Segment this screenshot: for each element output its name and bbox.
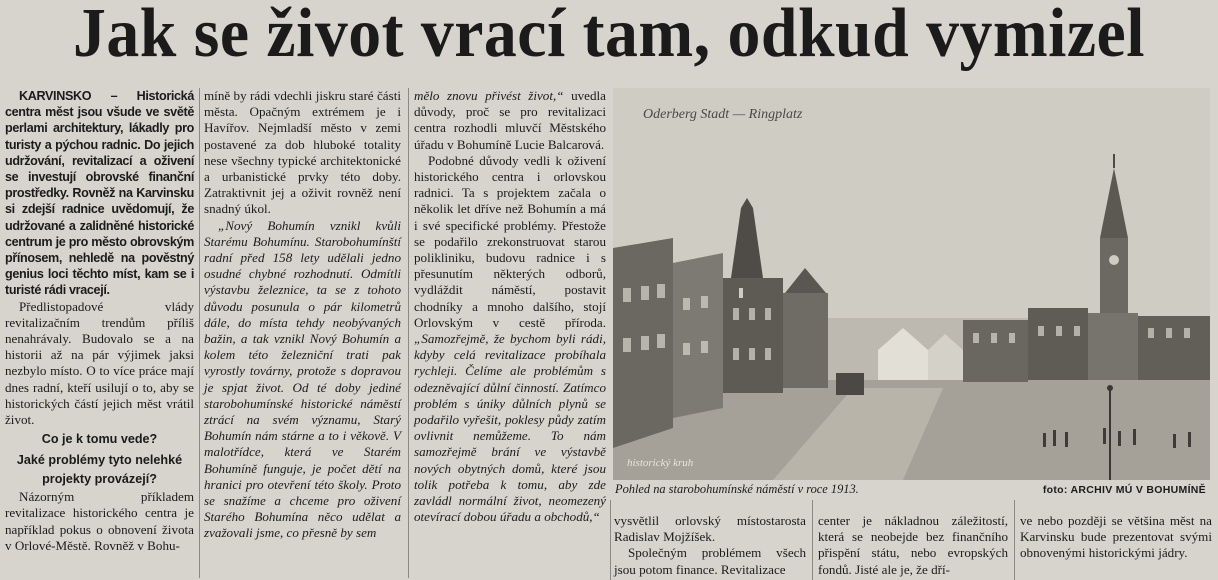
photo-caption: Pohled na starobohumínské náměstí v roce 1913.: [615, 482, 859, 496]
paragraph: Společným problémem všech jsou potom finance. Revitalizace: [614, 545, 806, 577]
article-column-3: [414, 88, 606, 525]
quote-fragment: „Samozřejmě, že bychom byli rádi, kdyby celá revitalizace probíhala rychleji. Čelíme ale problémům s odezněvající důlní činností. Zatímco problém s úniky důlních plynů se podařilo vyřešit, poklesy půdy zatím ovlivnit nemůžeme. To nám samozřejmě brání ve výstavbě nových obytných domů, které jsou tolik potřeba k tomu, aby zde zavládl normální život, neomezený otevírací dobou úřadu a obchodů,“: [414, 331, 606, 525]
lead-paragraph: KARVINSKO – Historická centra měst jsou všude ve světě perlami architektury, lákadly pro turisty a pýchou radnic. Do jejich udržování, revitalizací a oživení se investují obrovské finanční prostředky. Rovněž na Karvinsku si zdejší radnice uvědomují, že udržované a zalidněné historické centrum je pro město obrovským přínosem, nehledě na pověstný genius loci těchto míst, kam se i turisté rádi vracejí.: [5, 89, 194, 298]
article-column-6: [1020, 513, 1212, 562]
subheading: Jaké problémy tyto nelehké projekty provázejí?: [16, 453, 183, 487]
paragraph: Názorným příkladem revitalizace historického centra je například pokus o obnovení života v Orlové-Městě. Rovněž v Bohu-: [5, 489, 194, 553]
paragraph: Předlistopadové vlády revitalizačním trendům příliš nenahrávaly. Budovalo se a na historii až na pár výjimek jaksi nezbylo místo. O to více práce mají dnes radní, kteří usilují o to, aby se historických částí jejich měst vrátil život.: [5, 298, 194, 428]
column-rule: [1014, 500, 1015, 580]
paragraph: Podobné důvody vedli k oživení historického centra i orlovskou radnici. Ta s projektem začala o několik let dříve než Bohumín a má i své specifické problémy. Přestože se podařilo zrekonstruovat starou polikliniku, budovu radnice i s přesunutím některých odborů, vydláždit náměstí, postavit chodníky a mnoho dalšího, stojí Orlovským v cestě příroda.: [414, 152, 606, 330]
column-rule: [199, 88, 200, 578]
column-rule: [812, 500, 813, 580]
paragraph: míně by rádi vdechli jiskru staré části města. Opačným extrémem je i Havířov. Nejmladší město v zemi postavené za dob hluboké totality nese všechny typické architektonické a urbanistické prvky této doby. Zatraktivnit jej a oživit rovněž není snadný úkol.: [204, 88, 401, 217]
paragraph: center je nákladnou záležitostí, která se neobejde bez finančního přispění státu, nebo evropských fondů. Jisté ale je, že dří-: [818, 513, 1008, 577]
paragraph: uvedla důvody, proč se pro revitalizaci centra rozhodli mluvčí Městského úřadu v Bohumíně Lucie Balcarová.: [414, 88, 606, 152]
photo-credit: foto: ARCHIV MÚ V BOHUMÍNĚ: [1042, 484, 1206, 496]
photo-corner-text: historický kruh: [627, 457, 694, 469]
column-rule: [408, 88, 409, 578]
column-rule: [610, 500, 611, 580]
paragraph: vysvětlil orlovský místostarosta Radislav Mojžíšek.: [614, 513, 806, 545]
quote-fragment: mělo znovu přivést život,“: [414, 88, 564, 103]
historical-photo: [613, 88, 1210, 480]
paragraph: ve nebo později se většina měst na Karvinsku bude prezentovat svými obnovenými historickými jádry.: [1020, 513, 1212, 561]
article-column-1: [5, 88, 194, 554]
photo-inscription: Oderberg Stadt — Ringplatz: [643, 107, 803, 122]
quote-paragraph: „Nový Bohumín vznikl kvůli Starému Bohumínu. Starobohumínští radní před 158 lety udělali jedno osudné chybné rozhodnutí. Odmítli výstavbu železnice, ta se z tohoto důvodu posunula o pár kilometrů dále, do místa tehdy neobývaných bažin, a tak vznikl Nový Bohumín a kolem této železniční trati pak vyrostly továrny, protože s dopravou je spjat život. Od té doby jediné starobohumínské historické náměstí ztrácí na svém významu, Starý Bohumín nám stárne a to i věkově. V malotřídce, která ve Starém Bohumíně funguje, je počet dětí na hranici pro otevření této školy. Proto se snažíme a chceme pro oživení Starého Bohumína něco udělat a zvažovali jsme, co přesně by sem: [204, 217, 401, 541]
subheading: Co je k tomu vede?: [41, 432, 158, 447]
article-column-4: [614, 513, 806, 578]
article-column-5: [818, 513, 1008, 578]
article-column-2: [204, 88, 401, 542]
headline: Jak se život vrací tam, odkud vymizel: [73, 0, 1145, 72]
